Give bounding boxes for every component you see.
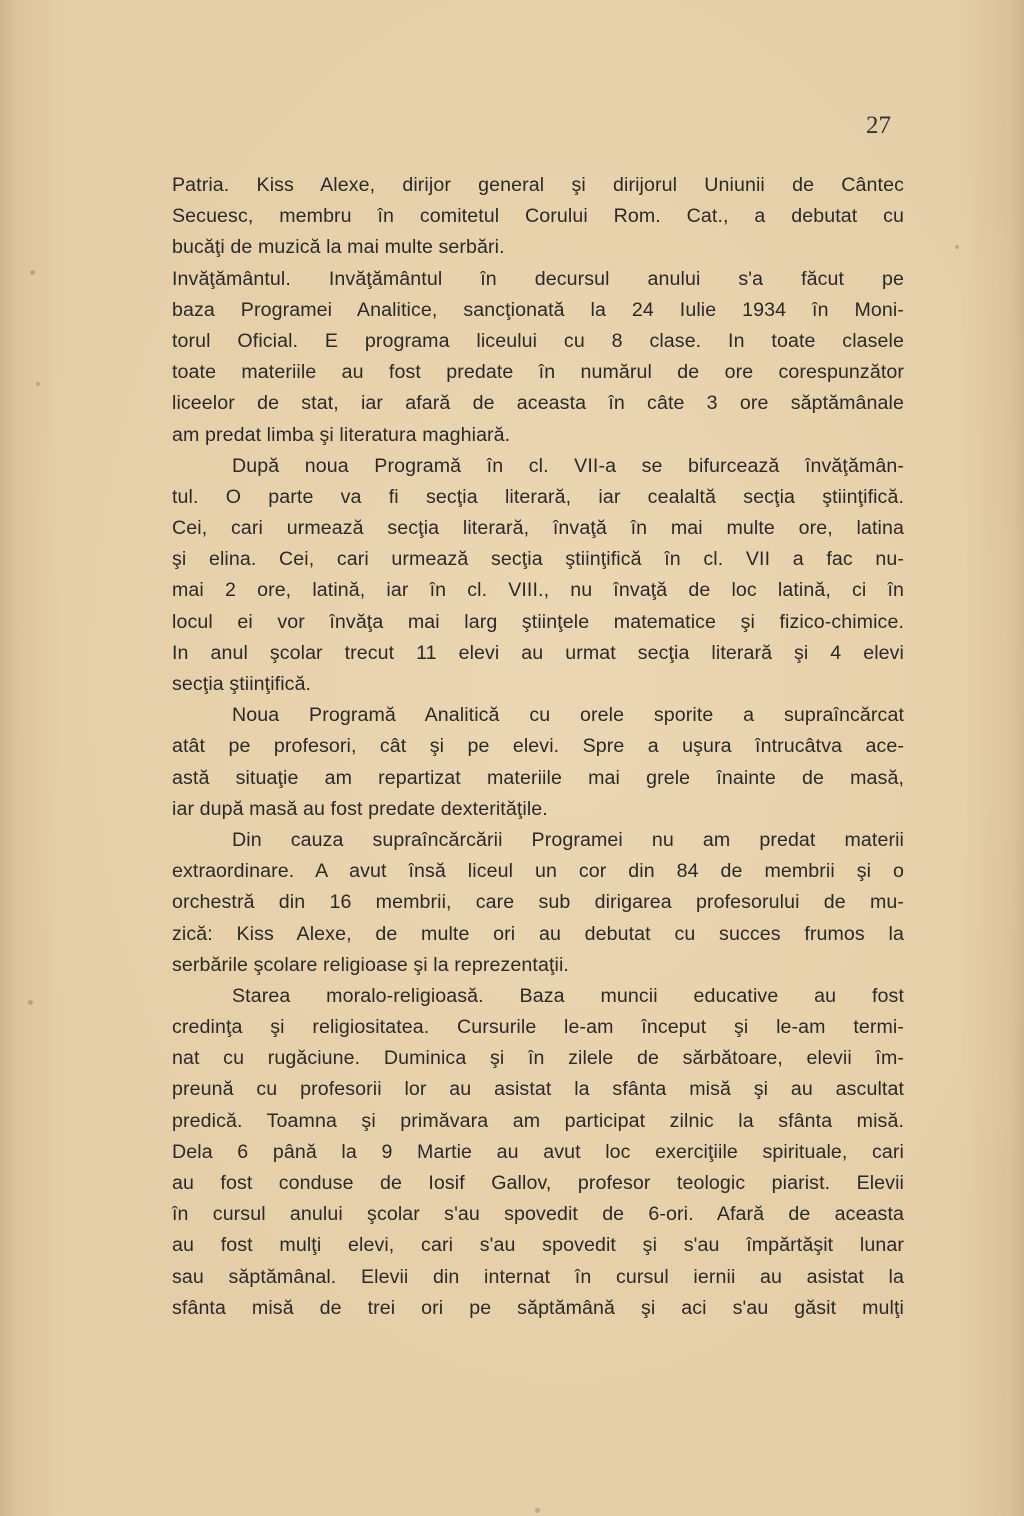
text-line: nat cu rugăciune. Duminica şi în zilele de sărbătoare, elevii îm- [172, 1047, 904, 1070]
paper-spot [535, 1508, 540, 1513]
text-line: preună cu profesorii lor au asistat la sfânta misă şi au ascultat [172, 1078, 904, 1101]
text-line: sau săptămânal. Elevii din internat în cursul iernii au asistat la [172, 1265, 904, 1288]
text-line: După noua Programă în cl. VII-a se bifurcează învăţămân- [232, 454, 904, 477]
text-line: extraordinare. A avut însă liceul un cor din 84 de membrii şi o [172, 860, 904, 883]
text-line: Starea moralo-religioasă. Baza muncii educative au fost [232, 984, 904, 1007]
text-line: secţia ştiinţifică. [172, 673, 312, 695]
text-line: orchestră din 16 membrii, care sub dirigarea profesorului de mu- [172, 891, 904, 914]
text-line: liceelor de stat, iar afară de aceasta în câte 3 ore săptămânale [172, 392, 904, 415]
paper-spot [36, 382, 40, 386]
text-line: au fost conduse de Iosif Gallov, profesor teologic piarist. Elevii [172, 1172, 904, 1194]
text-line: astă situaţie am repartizat materiile mai grele înainte de masă, [172, 766, 904, 789]
text-line: Secuesc, membru în comitetul Corului Rom. Cat., a debutat cu [172, 205, 904, 228]
text-line: în cursul anului şcolar s'au spovedit de 6-ori. Afară de aceasta [172, 1203, 904, 1226]
text-line: mai 2 ore, latină, iar în cl. VIII., nu învaţă de loc latină, ci în [172, 579, 904, 602]
text-line: atât pe profesori, cât şi pe elevi. Spre a uşura întrucâtva ace- [172, 735, 904, 758]
text-line: predică. Toamna şi primăvara am participat zilnic la sfânta misă. [172, 1109, 904, 1132]
text-line: iar după masă au fost predate dexterităţile. [172, 797, 548, 820]
text-line: am predat limba şi literatura maghiară. [172, 423, 511, 446]
text-line: torul Oficial. E programa liceului cu 8 clase. In toate clasele [172, 329, 904, 352]
text-line: serbările şcolare religioase şi la reprezentaţii. [172, 953, 569, 976]
paper-spot [30, 270, 35, 275]
text-line: tul. O parte va fi secţia literară, iar cealaltă secţia ştiinţifică. [172, 485, 904, 508]
text-line: Patria. Kiss Alexe, dirijor general şi dirijorul Uniunii de Cântec [172, 174, 904, 196]
page-number: 27 [866, 112, 891, 139]
body-text [172, 170, 904, 1324]
text-line: Invăţământul. Invăţământul în decursul anului s'a făcut pe [172, 267, 904, 290]
text-line: Dela 6 până la 9 Martie au avut loc exerciţiile spirituale, cari [172, 1140, 904, 1163]
text-line: credinţa şi religiositatea. Cursurile le-am început şi le-am termi- [172, 1016, 904, 1039]
text-line: toate materiile au fost predate în numărul de ore corespunzător [172, 361, 904, 384]
paper-spot [955, 245, 959, 249]
text-line: şi elina. Cei, cari urmează secţia ştiinţifică în cl. VII a fac nu- [172, 548, 904, 571]
text-line: In anul şcolar trecut 11 elevi au urmat secţia literară şi 4 elevi [172, 641, 904, 664]
text-line: Din cauza supraîncărcării Programei nu am predat materii [232, 828, 904, 851]
paper-spot [28, 1000, 33, 1005]
text-line: bucăţi de muzică la mai multe serbări. [172, 236, 505, 259]
text-line: baza Programei Analitice, sancţionată la 24 Iulie 1934 în Moni- [172, 298, 904, 321]
text-line: locul ei vor învăţa mai larg ştiinţele matematice şi fizico-chimice. [172, 610, 904, 633]
text-line: zică: Kiss Alexe, de multe ori au debutat cu succes frumos la [172, 922, 904, 945]
text-line: sfânta misă de trei ori pe săptămână şi aci s'au găsit mulţi [172, 1296, 904, 1319]
text-line: Cei, cari urmează secţia literară, învaţă în mai multe ore, latina [172, 517, 904, 540]
text-line: Noua Programă Analitică cu orele sporite a supraîncărcat [232, 704, 904, 727]
text-line: au fost mulţi elevi, cari s'au spovedit şi s'au împărtăşit lunar [172, 1234, 904, 1257]
